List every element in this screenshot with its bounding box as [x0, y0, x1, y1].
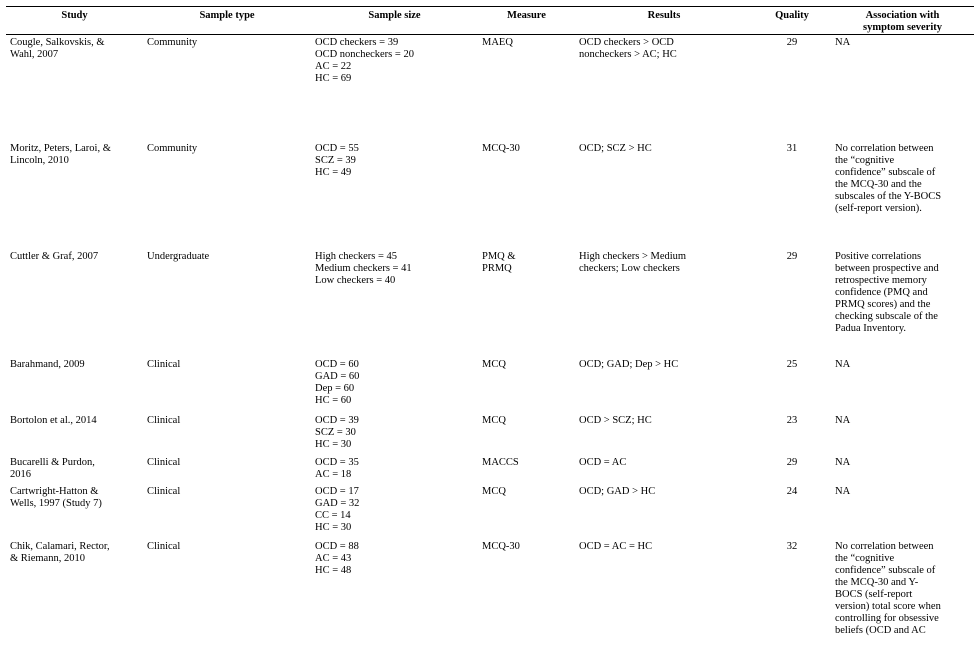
cell-study-line: Cartwright-Hatton & [10, 485, 99, 497]
cell-association [831, 251, 974, 359]
cell-sample-size-line: CC = 14 [315, 509, 351, 521]
cell-results [575, 143, 753, 251]
cell-association-line: NA [835, 485, 851, 497]
cell-sample-type: Clinical [147, 358, 181, 370]
cell-study [6, 359, 143, 415]
cell-sample-size-line: AC = 22 [315, 61, 352, 72]
cell-association [831, 415, 974, 457]
cell-study-line: Lincoln, 2010 [10, 154, 69, 166]
cell-sample-size-line: OCD = 60 [315, 358, 359, 370]
cell-quality: 31 [786, 142, 798, 154]
studies-table [6, 6, 974, 651]
cell-measure-line: PRMQ [482, 262, 512, 274]
header-results: Results [647, 10, 681, 21]
cell-results [575, 457, 753, 486]
cell-association-line: PRMQ scores) and the [835, 298, 931, 310]
cell-association [831, 457, 974, 486]
cell-association-line: BOCS (self-report [835, 588, 913, 600]
cell-results [575, 35, 753, 143]
cell-study-line: Cougle, Salkovskis, & [10, 37, 105, 48]
table-row [6, 35, 974, 143]
table-row [6, 486, 974, 541]
cell-sample-size-line: AC = 43 [315, 552, 352, 564]
cell-association-line: (self-report version). [835, 202, 922, 214]
cell-sample-size [311, 143, 478, 251]
cell-results [575, 359, 753, 415]
cell-measure-line: MCQ [482, 414, 506, 426]
header-association [831, 7, 974, 35]
cell-association-line: NA [835, 358, 851, 370]
cell-measure-line: PMQ & [482, 250, 516, 262]
cell-association [831, 359, 974, 415]
cell-results [575, 486, 753, 541]
header-study: Study [61, 10, 88, 21]
cell-association [831, 35, 974, 143]
cell-measure [478, 143, 575, 251]
cell-results [575, 251, 753, 359]
cell-sample-size-line: HC = 60 [315, 394, 352, 406]
cell-results [575, 415, 753, 457]
cell-results-line: OCD checkers > OCD [579, 37, 674, 48]
cell-results-line: High checkers > Medium [579, 250, 687, 262]
cell-study-line: Bortolon et al., 2014 [10, 414, 97, 426]
cell-association-line: the MCQ-30 and the [835, 178, 922, 190]
cell-sample-size-line: SCZ = 30 [315, 426, 356, 438]
cell-study [6, 251, 143, 359]
cell-sample-type: Community [147, 142, 198, 154]
cell-association-line: the “cognitive [835, 552, 895, 564]
cell-sample-size-line: HC = 30 [315, 438, 352, 450]
cell-association-line: Padua Inventory. [835, 322, 907, 334]
cell-measure-line: MCQ-30 [482, 540, 520, 552]
cell-quality: 24 [786, 485, 798, 497]
cell-measure-line: MAEQ [482, 37, 513, 48]
cell-sample-size-line: AC = 18 [315, 468, 352, 480]
cell-association [831, 486, 974, 541]
cell-study [6, 541, 143, 651]
table-row [6, 143, 974, 251]
cell-quality: 25 [786, 358, 798, 370]
cell-association-line: No correlation between [835, 540, 934, 552]
cell-association-line: confidence (PMQ and [835, 286, 928, 298]
cell-quality: 29 [786, 456, 798, 468]
cell-association [831, 541, 974, 651]
table-row [6, 251, 974, 359]
cell-measure [478, 35, 575, 143]
table-row [6, 359, 974, 415]
cell-study-line: 2016 [10, 468, 31, 480]
cell-sample-size-line: HC = 30 [315, 521, 352, 533]
cell-sample-type: Undergraduate [147, 250, 210, 262]
cell-sample-size-line: High checkers = 45 [315, 250, 398, 262]
header-row [6, 7, 974, 35]
cell-association-line: NA [835, 37, 851, 48]
cell-study-line: Wells, 1997 (Study 7) [10, 497, 102, 509]
cell-sample-type: Clinical [147, 485, 181, 497]
cell-sample-size [311, 457, 478, 486]
cell-sample-size-line: Medium checkers = 41 [315, 262, 412, 274]
table-row [6, 541, 974, 651]
cell-sample-size-line: OCD = 35 [315, 456, 359, 468]
cell-association-line: beliefs (OCD and AC [835, 624, 926, 636]
cell-sample-size-line: Dep = 60 [315, 382, 355, 394]
cell-measure [478, 457, 575, 486]
table-row [6, 415, 974, 457]
cell-sample-type: Clinical [147, 414, 181, 426]
cell-association-line: No correlation between [835, 142, 934, 154]
cell-association-line: the “cognitive [835, 154, 895, 166]
cell-sample-size-line: Low checkers = 40 [315, 274, 396, 286]
cell-measure [478, 541, 575, 651]
cell-sample-size-line: HC = 49 [315, 166, 352, 178]
cell-study [6, 486, 143, 541]
cell-association-line: checking subscale of the [835, 310, 938, 322]
cell-sample-size-line: OCD = 55 [315, 142, 359, 154]
cell-quality: 32 [786, 540, 798, 552]
cell-study-line: & Riemann, 2010 [10, 552, 85, 564]
header-sample-type: Sample type [199, 10, 255, 21]
cell-sample-type: Community [147, 37, 198, 48]
cell-association-line: version) total score when [835, 600, 941, 612]
cell-sample-size [311, 415, 478, 457]
cell-results-line: OCD = AC [579, 456, 627, 468]
cell-quality: 23 [786, 414, 798, 426]
cell-results-line: OCD = AC = HC [579, 540, 653, 552]
cell-quality: 29 [786, 37, 798, 48]
cell-sample-size-line: OCD checkers = 39 [315, 37, 399, 48]
cell-results-line: checkers; Low checkers [579, 262, 680, 274]
cell-measure-line: MCQ [482, 358, 506, 370]
cell-sample-size-line: HC = 48 [315, 564, 352, 576]
cell-association-line: controlling for obsessive [835, 612, 939, 624]
cell-study-line: Wahl, 2007 [10, 49, 59, 60]
cell-sample-size-line: GAD = 32 [315, 497, 360, 509]
cell-association-line: the MCQ-30 and Y- [835, 576, 919, 588]
cell-association-line: confidence” subscale of [835, 564, 936, 576]
cell-measure-line: MCQ-30 [482, 142, 520, 154]
cell-measure [478, 486, 575, 541]
cell-association-line: retrospective memory [835, 274, 927, 286]
cell-measure [478, 359, 575, 415]
cell-measure-line: MCQ [482, 485, 506, 497]
cell-sample-type: Clinical [147, 540, 181, 552]
header-association-line: symptom severity [862, 22, 943, 33]
cell-results-line: OCD; GAD; Dep > HC [579, 358, 679, 370]
cell-study-line: Barahmand, 2009 [10, 358, 85, 370]
cell-sample-size [311, 541, 478, 651]
header-sample-size: Sample size [368, 10, 421, 21]
cell-sample-size [311, 359, 478, 415]
cell-study [6, 415, 143, 457]
cell-association-line: Positive correlations [835, 250, 922, 262]
cell-quality: 29 [786, 250, 798, 262]
table-header [6, 7, 974, 35]
cell-results [575, 541, 753, 651]
cell-study-line: Cuttler & Graf, 2007 [10, 250, 99, 262]
cell-results-line: OCD; SCZ > HC [579, 142, 652, 154]
cell-sample-size-line: SCZ = 39 [315, 154, 356, 166]
cell-sample-size [311, 35, 478, 143]
cell-sample-size-line: OCD noncheckers = 20 [315, 49, 414, 60]
cell-sample-type: Clinical [147, 456, 181, 468]
cell-sample-size-line: OCD = 39 [315, 414, 359, 426]
table-row [6, 457, 974, 486]
cell-measure [478, 415, 575, 457]
cell-measure [478, 251, 575, 359]
cell-sample-size [311, 251, 478, 359]
cell-association [831, 143, 974, 251]
cell-study-line: Chik, Calamari, Rector, [10, 540, 110, 552]
cell-results-line: OCD; GAD > HC [579, 485, 656, 497]
header-measure: Measure [507, 10, 546, 21]
cell-study [6, 35, 143, 143]
cell-study [6, 457, 143, 486]
cell-results-line: noncheckers > AC; HC [579, 49, 677, 60]
cell-sample-size-line: OCD = 17 [315, 485, 359, 497]
cell-sample-size [311, 486, 478, 541]
cell-association-line: confidence” subscale of [835, 166, 936, 178]
cell-study-line: Moritz, Peters, Laroi, & [10, 142, 111, 154]
header-association-line: Association with [865, 10, 940, 21]
cell-association-line: NA [835, 414, 851, 426]
cell-association-line: NA [835, 456, 851, 468]
cell-sample-size-line: OCD = 88 [315, 540, 359, 552]
cell-study [6, 143, 143, 251]
table-body [6, 35, 974, 651]
cell-study-line: Bucarelli & Purdon, [10, 456, 95, 468]
cell-association-line: between prospective and [835, 262, 939, 274]
cell-results-line: OCD > SCZ; HC [579, 414, 652, 426]
cell-sample-size-line: HC = 69 [315, 73, 352, 84]
cell-sample-size-line: GAD = 60 [315, 370, 360, 382]
cell-measure-line: MACCS [482, 456, 519, 468]
header-quality: Quality [775, 10, 809, 21]
cell-association-line: subscales of the Y-BOCS [835, 190, 942, 202]
